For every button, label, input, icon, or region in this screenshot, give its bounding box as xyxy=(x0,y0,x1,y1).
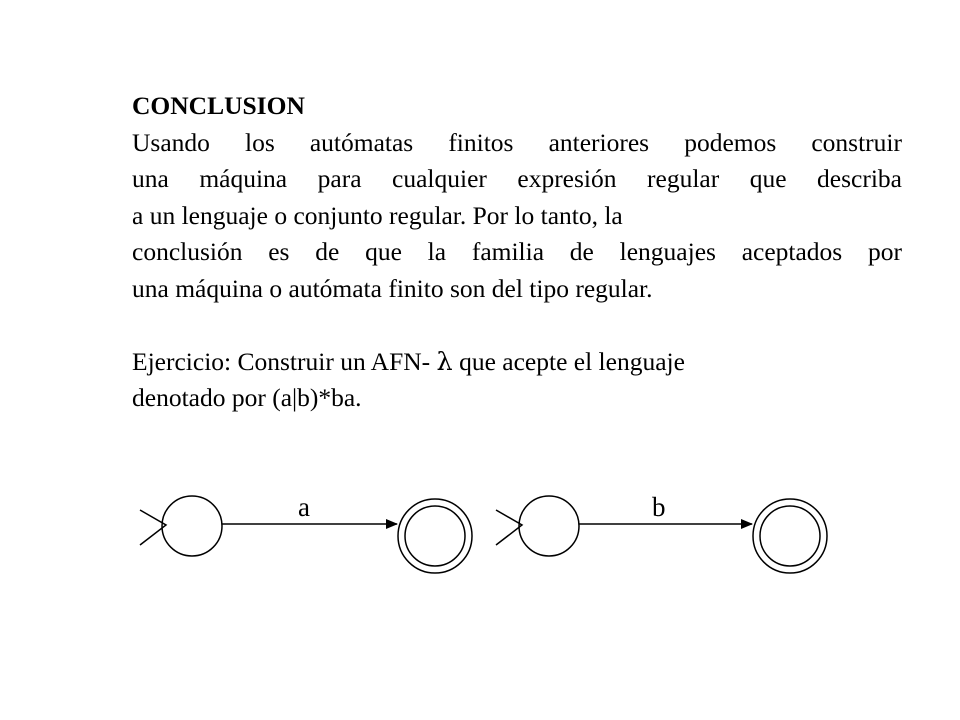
exercise-line-2: denotado por (a|b)*ba. xyxy=(132,383,362,412)
start-arrow-b xyxy=(496,510,522,545)
exercise-text-after: que acepte el lenguaje xyxy=(452,346,685,376)
transition-label-a: a xyxy=(298,492,310,522)
automaton-a xyxy=(140,492,472,573)
lambda-symbol: λ xyxy=(436,346,453,377)
final-state-inner-b xyxy=(760,506,820,566)
exercise-text-before: Ejercicio: Construir un AFN- xyxy=(132,346,437,376)
final-state-outer-b xyxy=(753,499,827,573)
paragraph-line-2: una máquina para cualquier expresión regular que describa xyxy=(132,164,902,193)
transition-label-b: b xyxy=(652,492,666,522)
final-state-outer-a xyxy=(398,499,472,573)
paragraph-line-1: Usando los autómatas finitos anteriores podemos construir xyxy=(132,127,902,157)
paragraph-line-3: a un lenguaje o conjunto regular. Por lo tanto, la xyxy=(132,200,623,230)
automaton-b xyxy=(496,492,827,573)
slide-heading: CONCLUSION xyxy=(132,91,305,120)
paragraph-line-5: una máquina o autómata finito son del tipo regular. xyxy=(132,273,653,303)
final-state-inner-a xyxy=(405,506,465,566)
initial-state-b xyxy=(519,496,579,556)
initial-state-a xyxy=(162,496,222,556)
paragraph-line-4: conclusión es de que la familia de lenguajes aceptados por xyxy=(132,237,902,266)
